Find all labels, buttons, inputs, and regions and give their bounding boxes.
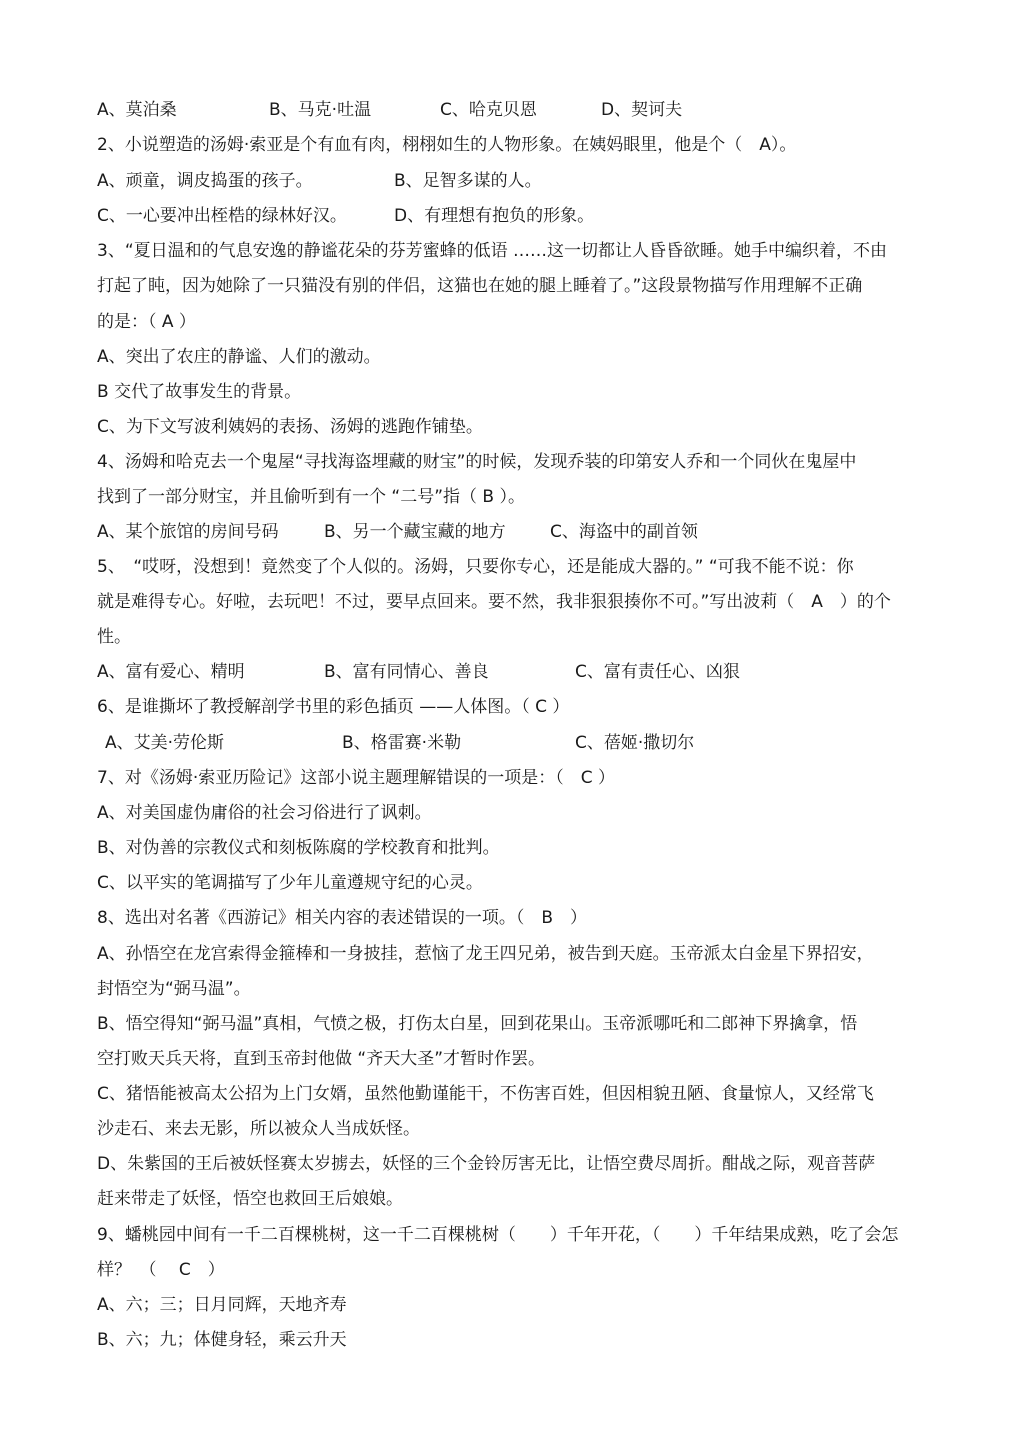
q2-option-c: C、一心要冲出桎梏的绿林好汉。 [97,206,347,226]
q8-option-a-line2: 封悟空为“弼马温”。 [97,979,251,999]
q2-stem: 2、小说塑造的汤姆·索亚是个有血有肉，栩栩如生的人物形象。在姨妈眼里，他是个（ A）。 [97,135,797,155]
q8-option-c-line2: 沙走石、来去无影，所以被众人当成妖怪。 [97,1119,420,1139]
q3-option-a: A、突出了农庄的静谧、人们的激动。 [97,347,381,367]
q4-option-a: A、某个旅馆的房间号码 [97,522,279,542]
q6-option-b: B、格雷赛·米勒 [342,733,462,753]
q4-option-b: B、另一个藏宝藏的地方 [324,522,506,542]
q1-option-c: C、哈克贝恩 [440,100,537,120]
q4-stem-line1: 4、汤姆和哈克去一个鬼屋“寻找海盗埋藏的财宝”的时候，发现乔装的印第安人乔和一个同伙在鬼屋中 [97,452,857,472]
q8-option-a-line1: A、孙悟空在龙宫索得金箍棒和一身披挂，惹恼了龙王四兄弟，被告到天庭。玉帝派太白金星下界招安， [97,944,874,964]
q8-option-d-line1: D、朱紫国的王后被妖怪赛太岁掳去，妖怪的三个金铃厉害无比，让悟空费尽周折。酣战之际，观音菩萨 [97,1154,876,1174]
q1-option-a: A、莫泊桑 [97,100,177,120]
q7-option-c: C、以平实的笔调描写了少年儿童遵规守纪的心灵。 [97,873,483,893]
q7-option-b: B、对伪善的宗教仪式和刻板陈腐的学校教育和批判。 [97,838,500,858]
q3-stem-line3: 的是：（ A ） [97,312,196,332]
q3-option-c: C、为下文写波利姨妈的表扬、汤姆的逃跑作铺垫。 [97,417,483,437]
q9-stem-line1: 9、蟠桃园中间有一千二百棵桃树，这一千二百棵桃树（ ）千年开花，（ ）千年结果成熟，吃了会怎 [97,1225,899,1245]
q9-option-b: B、六；九；体健身轻，乘云升天 [97,1330,347,1350]
q9-stem-line2: 样？ （ C ） [97,1260,225,1280]
q5-stem-line1: 5、 “哎呀，没想到！竟然变了个人似的。汤姆，只要你专心，还是能成大器的。” “可我不能不说：你 [97,557,854,577]
q6-stem: 6、是谁撕坏了教授解剖学书里的彩色插页 ——人体图。（ C ） [97,697,570,717]
q2-option-d: D、有理想有抱负的形象。 [394,206,595,226]
q5-option-c: C、富有责任心、凶狠 [575,662,740,682]
q4-stem-line2: 找到了一部分财宝，并且偷听到有一个 “二号”指（ B ）。 [97,487,525,507]
q8-option-c-line1: C、猪悟能被高太公招为上门女婿，虽然他勤谨能干，不伤害百姓，但因相貌丑陋、食量惊人，又经常飞 [97,1084,874,1104]
q9-option-a: A、六；三；日月同辉，天地齐寿 [97,1295,347,1315]
q6-option-c: C、蓓姬·撒切尔 [575,733,695,753]
q2-option-b: B、足智多谋的人。 [394,171,542,191]
q3-stem-line1: 3、“夏日温和的气息安逸的静谧花朵的芬芳蜜蜂的低语 ……这一切都让人昏昏欲睡。她手中编织着，不由 [97,241,888,261]
q1-option-d: D、契诃夫 [601,100,683,120]
q3-option-b: B 交代了故事发生的背景。 [97,382,302,402]
q4-option-c: C、海盗中的副首领 [550,522,698,542]
q2-option-a: A、顽童，调皮捣蛋的孩子。 [97,171,313,191]
q6-option-a: A、艾美·劳伦斯 [105,733,225,753]
q7-option-a: A、对美国虚伪庸俗的社会习俗进行了讽刺。 [97,803,432,823]
q3-stem-line2: 打起了盹，因为她除了一只猫没有别的伴侣，这猫也在她的腿上睡着了。”这段景物描写作用理解不正确 [97,276,863,296]
q7-stem: 7、对《汤姆·索亚历险记》这部小说主题理解错误的一项是：（ C ） [97,768,615,788]
q8-option-b-line2: 空打败天兵天将，直到玉帝封他做 “齐天大圣”才暂时作罢。 [97,1049,546,1069]
q5-option-b: B、富有同情心、善良 [324,662,489,682]
q8-option-b-line1: B、悟空得知“弼马温”真相，气愤之极，打伤太白星，回到花果山。玉帝派哪吒和二郎神下界擒拿，悟 [97,1014,858,1034]
q8-option-d-line2: 赶来带走了妖怪，悟空也救回王后娘娘。 [97,1189,403,1209]
q5-option-a: A、富有爱心、精明 [97,662,245,682]
q1-option-b: B、马克·吐温 [269,100,372,120]
q5-stem-line3: 性。 [97,627,131,647]
q5-stem-line2: 就是难得专心。好啦，去玩吧！不过，要早点回来。要不然，我非狠狠揍你不可。”写出波莉（ A ）的个 [97,592,891,612]
q8-stem: 8、选出对名著《西游记》相关内容的表述错误的一项。（ B ） [97,908,587,928]
